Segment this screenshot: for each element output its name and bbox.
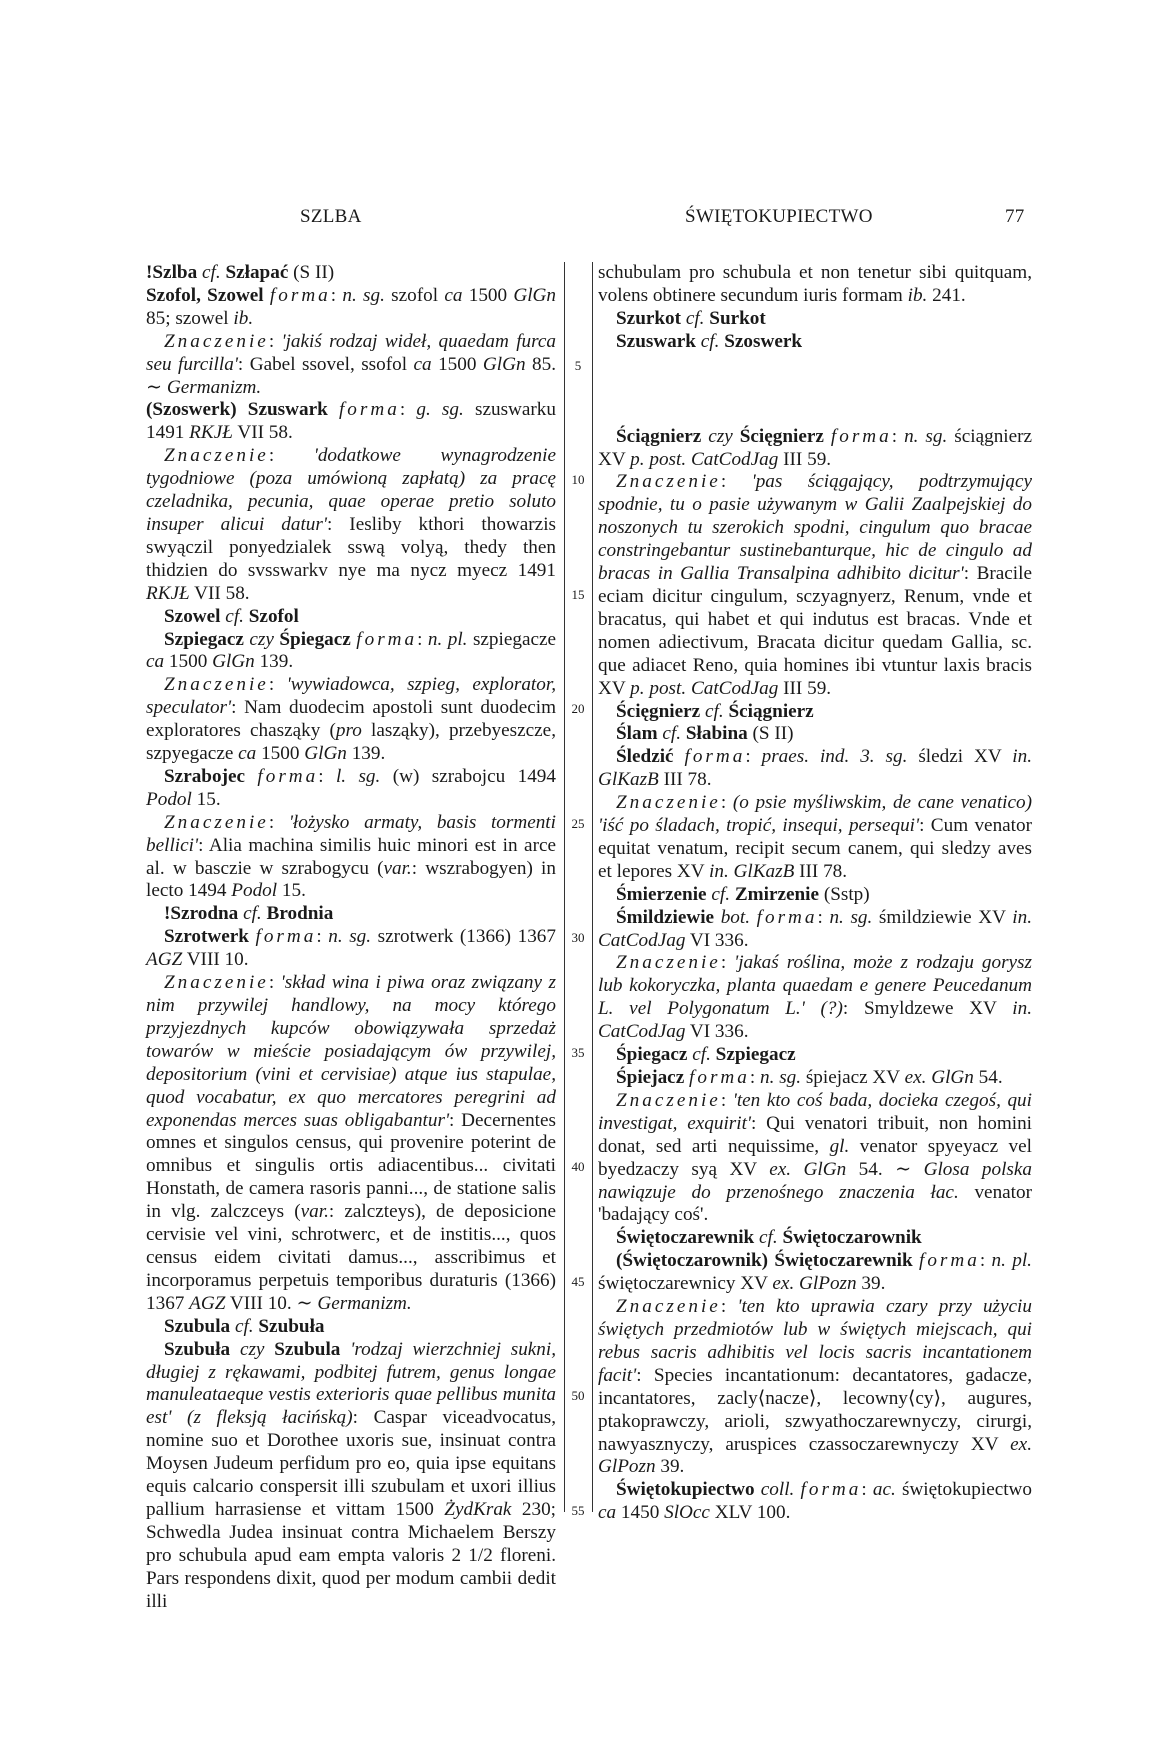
- entry-paragraph: !Szlba cf. Szłapać (S II): [146, 262, 335, 283]
- entry-paragraph: schubulam pro schubula et non tenetur sibi quitquam, volens obtinere secundum iuris formam ib. 241.: [598, 262, 1032, 306]
- line-number: 45: [571, 1273, 585, 1289]
- line-number: 10: [571, 472, 585, 488]
- entry-paragraph: Ścięgnierz cf. Ściągnierz: [616, 700, 814, 722]
- entry-paragraph: Znaczenie: 'dodatkowe wynagrodzenie tygodniowe (poza umówioną zapłatą) za pracę czeladnika, pecunia, quae operae pretio soluto insuper alicui datur': Iesliby kthori thowarzis swyączil ponyedzialek sswą volyą, thedy then thidzien do svsswarkv nye ma nycz myecz 1491 RKJŁ VII 58.: [146, 445, 556, 604]
- entry-paragraph: Szubula cf. Szubuła: [164, 1315, 325, 1337]
- entry-paragraph: Znaczenie: 'ten kto coś bada, docieka czegoś, qui investigat, exquirit': Qui venatori tribuit, non homini donat, sed arti nequissime, gl. venator spyeyacz vel byedzaczy syą XV ex. GlGn 54. ∼ Glosa polska nawiązuje do przenośnego znaczenia łac. venator 'badający coś'.: [598, 1089, 1033, 1226]
- entry-paragraph: Szowel cf. Szofol: [164, 605, 299, 627]
- entry-paragraph: Świętokupiectwo coll. forma: ac. świętokupiectwo ca 1450 SlOcc XLV 100.: [598, 1479, 1033, 1524]
- right-column-bottom: [598, 426, 1032, 1526]
- entry-paragraph: Świętoczarewnik cf. Świętoczarownik: [616, 1227, 922, 1249]
- entry-paragraph: (Szoswerk) Szuswark forma: g. sg. szuswarku 1491 RKJŁ VII 58.: [146, 399, 556, 444]
- line-number: 30: [571, 930, 585, 946]
- entry-paragraph: Szurkot cf. Surkot: [616, 307, 766, 329]
- line-number: 40: [571, 1159, 585, 1175]
- line-number: 50: [571, 1388, 585, 1404]
- line-number: 25: [571, 815, 585, 831]
- entry-paragraph: Śmierzenie cf. Zmirzenie (Sstp): [616, 883, 870, 905]
- entry-paragraph: Szrabojec forma: l. sg. (w) szrabojcu 1494 Podol 15.: [146, 765, 556, 810]
- entry-paragraph: Znaczenie: 'skład wina i piwa oraz związany z nim przywilej handlowy, na mocy którego przyjezdnych kupców obowiązywała sprzedaż towarów w mieście posiadającym ów przywilej, depositorium (vini et cervisiae) atque ius stapulae, quod vocabatur, ex quo mercatores peregrini ad exponendas merces suas obligabantur': Decernentes omnes et singulos census, qui provenire poterint de omnibus et singulis ortis adiacentibus... civitati Honstath, de camera rasoris panni..., de statione salis in vlg. zalczceys (var.: zalczteys), de deposicione cervisie vel vini, schrotwerc, et de institis..., quos census eidem civitati damus..., asscribimus et incorporamus perpetuis temporibus duraturis (1366) 1367 AGZ VIII 10. ∼ Germanizm.: [146, 972, 556, 1314]
- line-number: 5: [574, 357, 582, 373]
- entry-paragraph: Szubuła czy Szubula 'rodzaj wierzchniej sukni, długiej z rękawami, podbitej futrem, genus longae manuleataeque vestis exterioris quae pellibus munita est' (z fleksją łacińską): Caspar viceadvocatus, nomine suo et Dorothee uxoris sue, insinuat contra Moysen Judeum perfidum pro eo, quia ipse equitans equis calcario conspersit illi szubulam et uxori illius pallium harrasiense et vittam 1500 ŻydKrak 230; Schwedla Judea insinuat contra Michaelem Berszy pro schubula apud eam empta valoris 2 1/2 floreni. Pars respondens dixit, quod per modum cambii dedit illi: [146, 1338, 557, 1612]
- entry-paragraph: Śmildziewie bot. forma: n. sg. śmildziewie XV in. CatCodJag VI 336.: [598, 906, 1032, 951]
- entry-paragraph: Ślam cf. Słabina (S II): [616, 723, 794, 745]
- column-rule-left: [564, 262, 565, 1512]
- entry-paragraph: Szofol, Szowel forma: n. sg. szofol ca 1500 GlGn 85; szowel ib.: [146, 284, 556, 329]
- column-gap: [598, 354, 1032, 426]
- entry-paragraph: Śledzić forma: praes. ind. 3. sg. śledzi XV in. GlKazB III 78.: [598, 746, 1033, 791]
- line-number: 20: [571, 701, 585, 717]
- entry-paragraph: Znaczenie: 'wywiadowca, szpieg, explorator, speculator': Nam duodecim apostoli sunt duodecim exploratores chasząky (pro lasząky), przebyeszcze, szpyegacze ca 1500 GlGn 139.: [146, 674, 556, 765]
- right-column-top: [598, 262, 1032, 354]
- entry-paragraph: Szuswark cf. Szoswerk: [616, 330, 803, 352]
- entry-paragraph: Znaczenie: 'pas ściągający, podtrzymujący spodnie, tu o pasie używanym w Galii Zaalpejskiej do noszonych tu szerokich spodni, cingulum quo bracae constringebantur sustinebanturque, hic de cingulo ad bracas in Gallia Transalpina adhibito dicitur': Bracile eciam dicitur cingulum, sczyagnyerz, Renum, vnde et bracatus, qui habet et qui indutus est bracas. Vnde et nomen adiectivum, Bracata dicitur quedam Gallia, sc. que adiacet Reno, quia homines ibi vtuntur laxis bracis XV p. post. CatCodJag III 59.: [598, 471, 1032, 699]
- entry-paragraph: Szpiegacz czy Śpiegacz forma: n. pl. szpiegacze ca 1500 GlGn 139.: [146, 628, 557, 673]
- line-number: 35: [571, 1044, 585, 1060]
- running-head-right: ŚWIĘTOKUPIECTWO: [685, 206, 873, 227]
- right-column: [598, 262, 1032, 1525]
- entry-paragraph: !Szrodna cf. Brodnia: [164, 903, 334, 925]
- entry-paragraph: Śpiejacz forma: n. sg. śpiejacz XV ex. GlGn 54.: [616, 1067, 1003, 1088]
- column-rule-right: [592, 262, 593, 1512]
- line-number: 15: [571, 586, 585, 602]
- entry-paragraph: Znaczenie: 'łożysko armaty, basis tormenti bellici': Alia machina similis huic minori est in arce al. w basczie w szrabogycu (var.: wszrabogyen) in lecto 1494 Podol 15.: [146, 811, 556, 902]
- entry-paragraph: Ściągnierz czy Ścięgnierz forma: n. sg. ściągnierz XV p. post. CatCodJag III 59.: [598, 425, 1033, 470]
- entry-paragraph: Znaczenie: 'jakiś rodzaj wideł, quaedam furca seu furcilla': Gabel ssovel, ssofol ca 1500 GlGn 85. ∼ Germanizm.: [146, 330, 557, 398]
- entry-paragraph: (Świętoczarownik) Świętoczarewnik forma: n. pl. świętoczarewnicy XV ex. GlPozn 39.: [598, 1250, 1032, 1295]
- left-column: [146, 262, 556, 1613]
- running-head-left: SZLBA: [300, 206, 362, 227]
- entry-paragraph: Znaczenie: 'ten kto uprawia czary przy użyciu świętych przedmiotów lub w świętych miejscach, qui rebus sacris adhibitis vel locis sacris incantationem facit': Species incantationum: decantatores, gadacze, incantatores, zacly⟨nacze⟩, lecowny⟨cy⟩, augures, ptakoprawczy, arioli, szwyathoczarewnyczy, cirurgi, nawyasznyczy, aruspices czassoczarewnyczy XV ex. GlPozn 39.: [598, 1296, 1032, 1478]
- entry-paragraph: Znaczenie: (o psie myśliwskim, de cane venatico) 'iść po śladach, tropić, insequi, persequi': Cum venator equitat venatum, recipit secum canem, qui sledzy aves et lepores XV in. GlKazB III 78.: [598, 792, 1032, 882]
- page-number: 77: [1005, 206, 1025, 227]
- line-number: 55: [571, 1502, 585, 1518]
- entry-paragraph: Śpiegacz cf. Szpiegacz: [616, 1044, 796, 1066]
- entry-paragraph: Znaczenie: 'jakaś roślina, może z rodzaju gorysz lub kokoryczka, planta quaedam e genere Peucedanum L. vel Polygonatum L.' (?): Smyldzewe XV in. CatCodJag VI 336.: [598, 952, 1032, 1043]
- entry-paragraph: Szrotwerk forma: n. sg. szrotwerk (1366) 1367 AGZ VIII 10.: [146, 926, 556, 971]
